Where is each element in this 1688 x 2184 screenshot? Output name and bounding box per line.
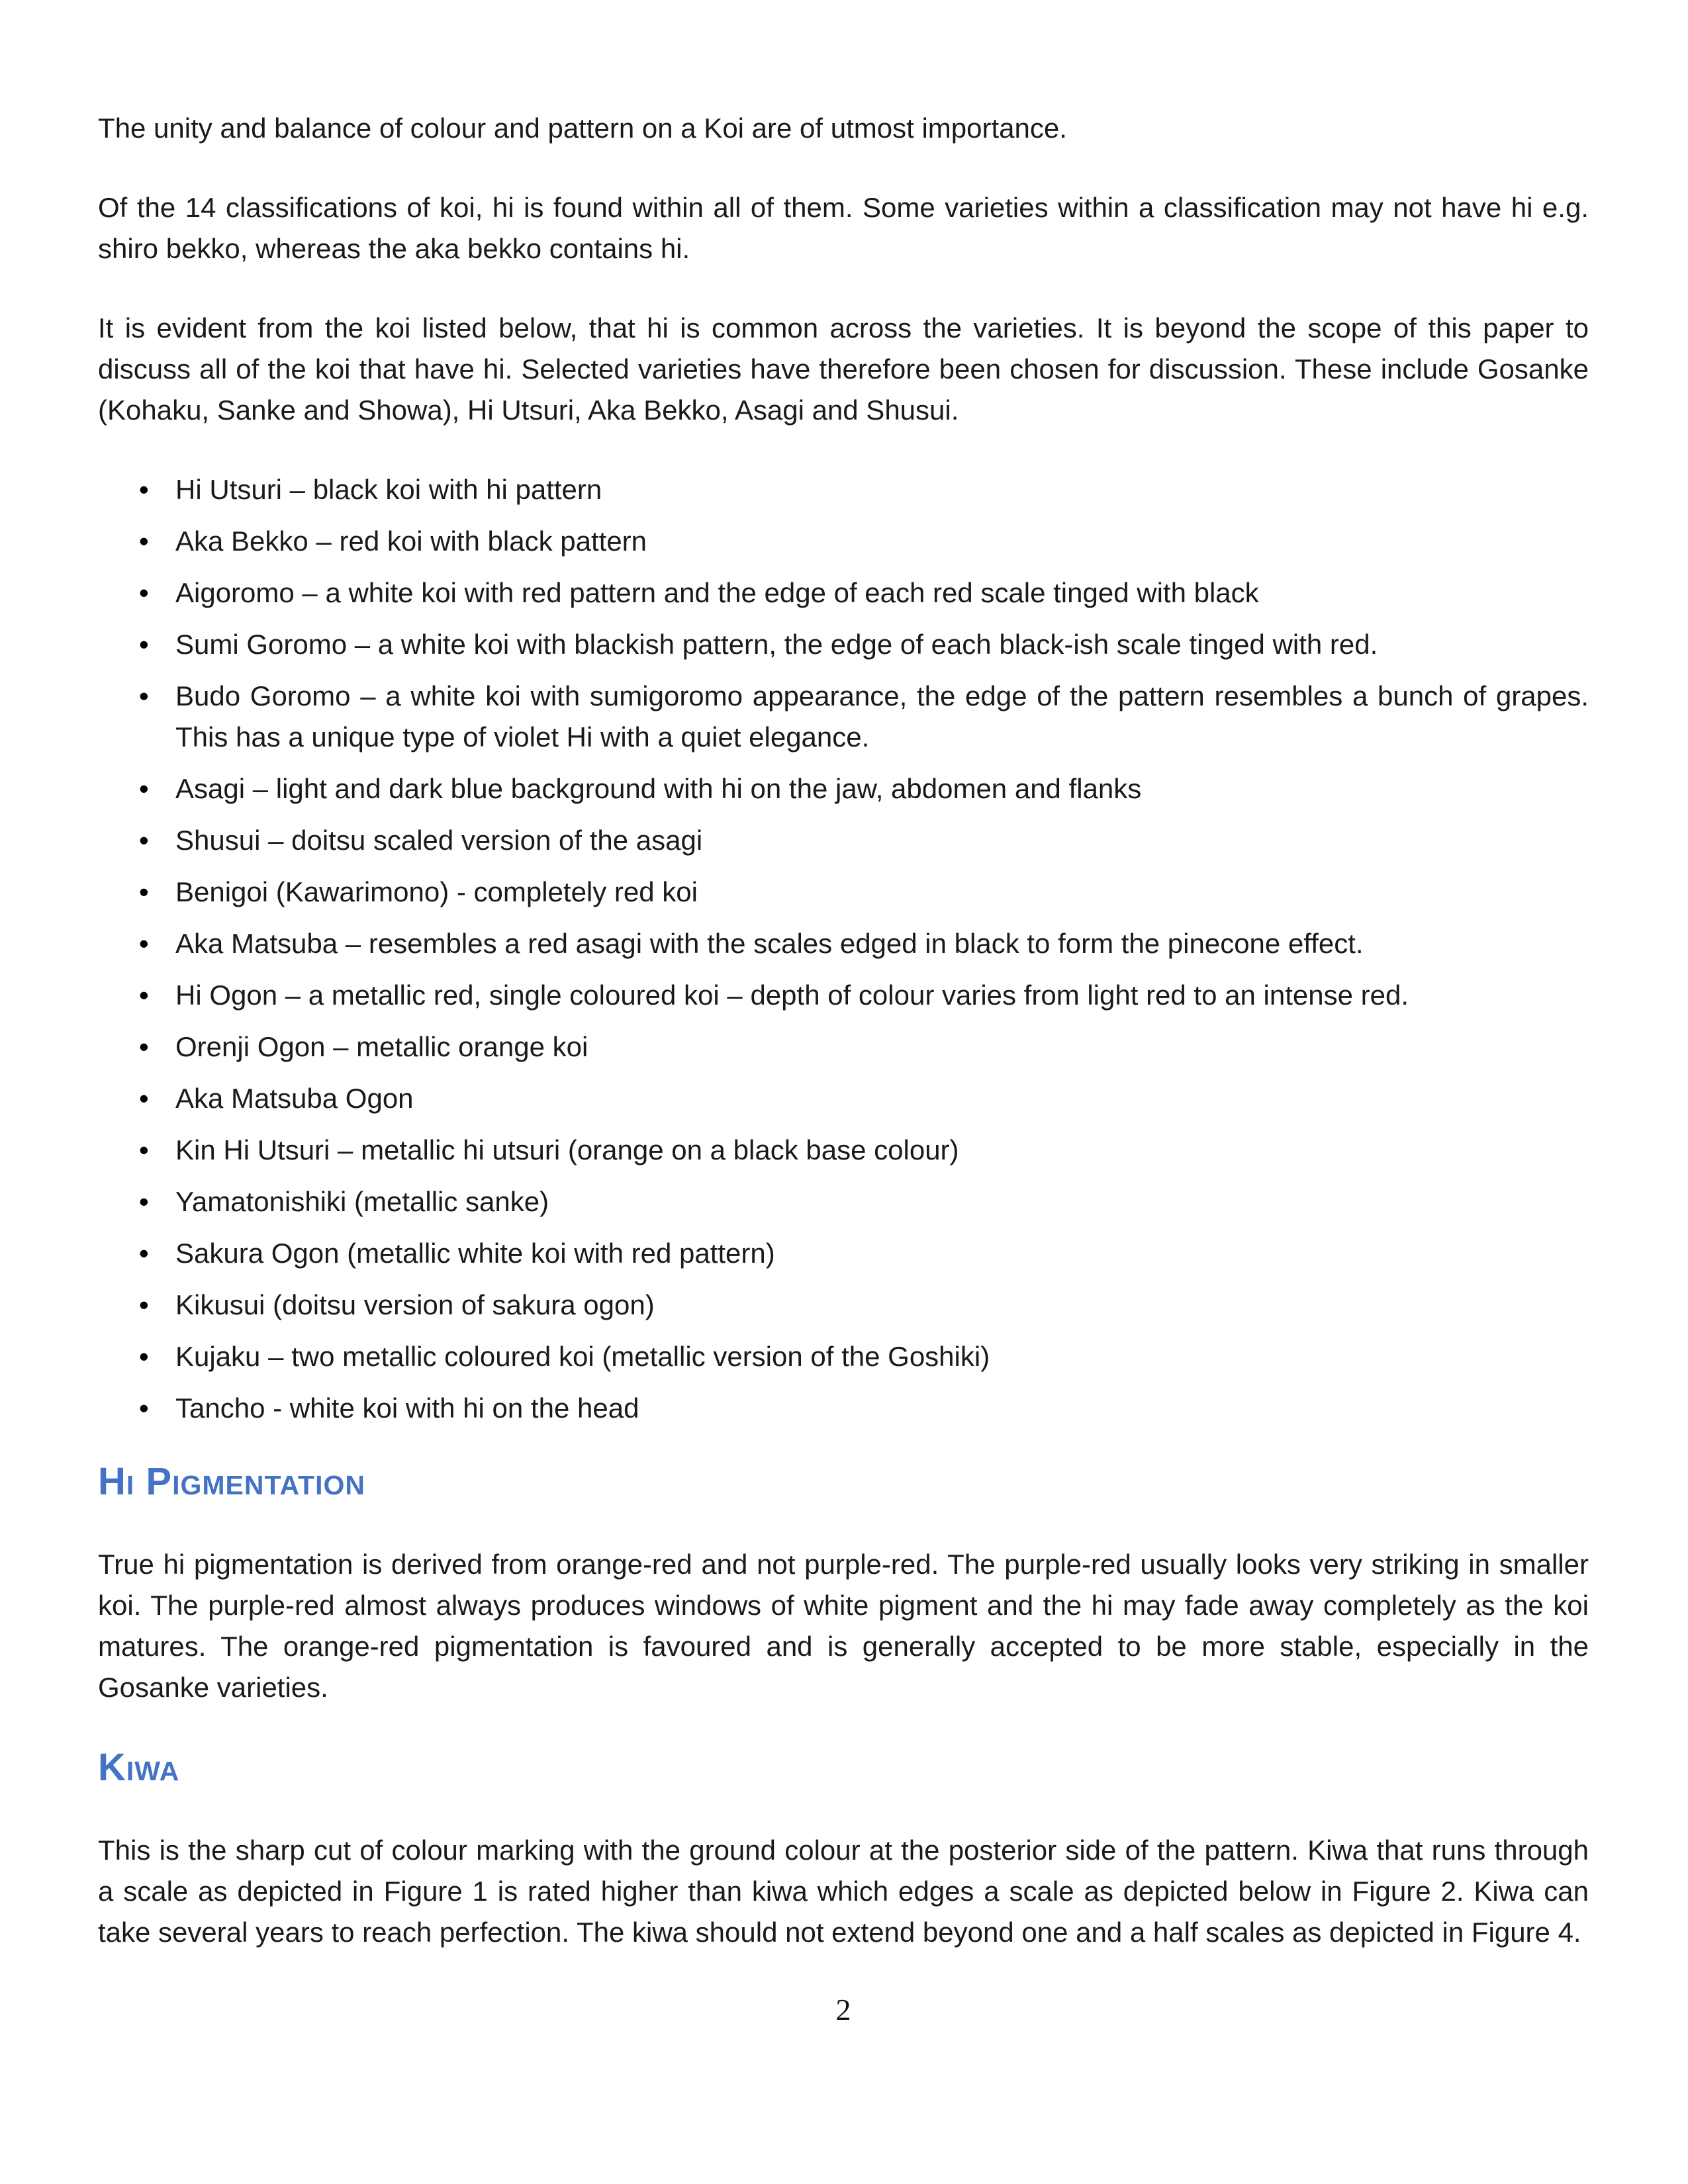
list-item: • Sumi Goromo – a white koi with blackish pattern, the edge of each black-ish scale tinged with red. bbox=[139, 624, 1589, 665]
intro-paragraph-3: It is evident from the koi listed below, that hi is common across the varieties. It is beyond the scope of this paper to discuss all of the koi that have hi. Selected varieties have therefore been chosen for discussion. These include Gosanke (Kohaku, Sanke and Showa), Hi Utsuri, Aka Bekko, Asagi and Shusui. bbox=[98, 312, 1589, 426]
list-item: • Aka Bekko – red koi with black pattern bbox=[139, 521, 1589, 562]
section-heading-hi-pigmentation: Hi Pigmentation bbox=[98, 1460, 365, 1503]
list-item: • Kujaku – two metallic coloured koi (metallic version of the Goshiki) bbox=[139, 1336, 1589, 1377]
list-item: • Asagi – light and dark blue background with hi on the jaw, abdomen and flanks bbox=[139, 768, 1589, 809]
kiwa-paragraph: This is the sharp cut of colour marking with the ground colour at the posterior side of the pattern. Kiwa that runs through a scale as depicted in Figure 1 is rated higher than kiwa which edges a scale as depicted below in Figure 2. Kiwa can take several years to reach perfection. The kiwa should not extend beyond one and a half scales as depicted in Figure 4. bbox=[98, 1835, 1589, 1948]
list-item: • Tancho - white koi with hi on the head bbox=[139, 1388, 1589, 1429]
intro-paragraph-1: The unity and balance of colour and pattern on a Koi are of utmost importance. bbox=[98, 113, 1067, 144]
list-item: • Aigoromo – a white koi with red pattern and the edge of each red scale tinged with black bbox=[139, 572, 1589, 614]
list-item: • Hi Ogon – a metallic red, single coloured koi – depth of colour varies from light red to an intense red. bbox=[139, 975, 1589, 1016]
hi-pigmentation-paragraph: True hi pigmentation is derived from orange-red and not purple-red. The purple-red usually looks very striking in smaller koi. The purple-red almost always produces windows of white pigment and the hi may fade away completely as the koi matures. The orange-red pigmentation is favoured and is generally accepted to be more stable, especially in the Gosanke varieties. bbox=[98, 1549, 1589, 1703]
list-item: • Benigoi (Kawarimono) - completely red koi bbox=[139, 872, 1589, 913]
list-item: • Sakura Ogon (metallic white koi with red pattern) bbox=[139, 1233, 1589, 1274]
intro-paragraph-2: Of the 14 classifications of koi, hi is found within all of them. Some varieties within a classification may not have hi e.g. shiro bekko, whereas the aka bekko contains hi. bbox=[98, 192, 1589, 264]
list-item: • Aka Matsuba – resembles a red asagi with the scales edged in black to form the pinecone effect. bbox=[139, 923, 1589, 964]
list-item: • Orenji Ogon – metallic orange koi bbox=[139, 1026, 1589, 1068]
list-item: • Shusui – doitsu scaled version of the asagi bbox=[139, 820, 1589, 861]
koi-variety-list bbox=[98, 469, 1589, 1429]
list-item: • Kikusui (doitsu version of sakura ogon) bbox=[139, 1285, 1589, 1326]
list-item: • Kin Hi Utsuri – metallic hi utsuri (orange on a black base colour) bbox=[139, 1130, 1589, 1171]
list-item: • Yamatonishiki (metallic sanke) bbox=[139, 1181, 1589, 1222]
list-item: • Hi Utsuri – black koi with hi pattern bbox=[139, 469, 1589, 510]
section-heading-kiwa: Kiwa bbox=[98, 1746, 180, 1789]
page-number: 2 bbox=[835, 1993, 851, 2026]
list-item: • Aka Matsuba Ogon bbox=[139, 1078, 1589, 1119]
list-item: • Budo Goromo – a white koi with sumigoromo appearance, the edge of the pattern resembles a bunch of grapes. This has a unique type of violet Hi with a quiet elegance. bbox=[139, 676, 1589, 758]
